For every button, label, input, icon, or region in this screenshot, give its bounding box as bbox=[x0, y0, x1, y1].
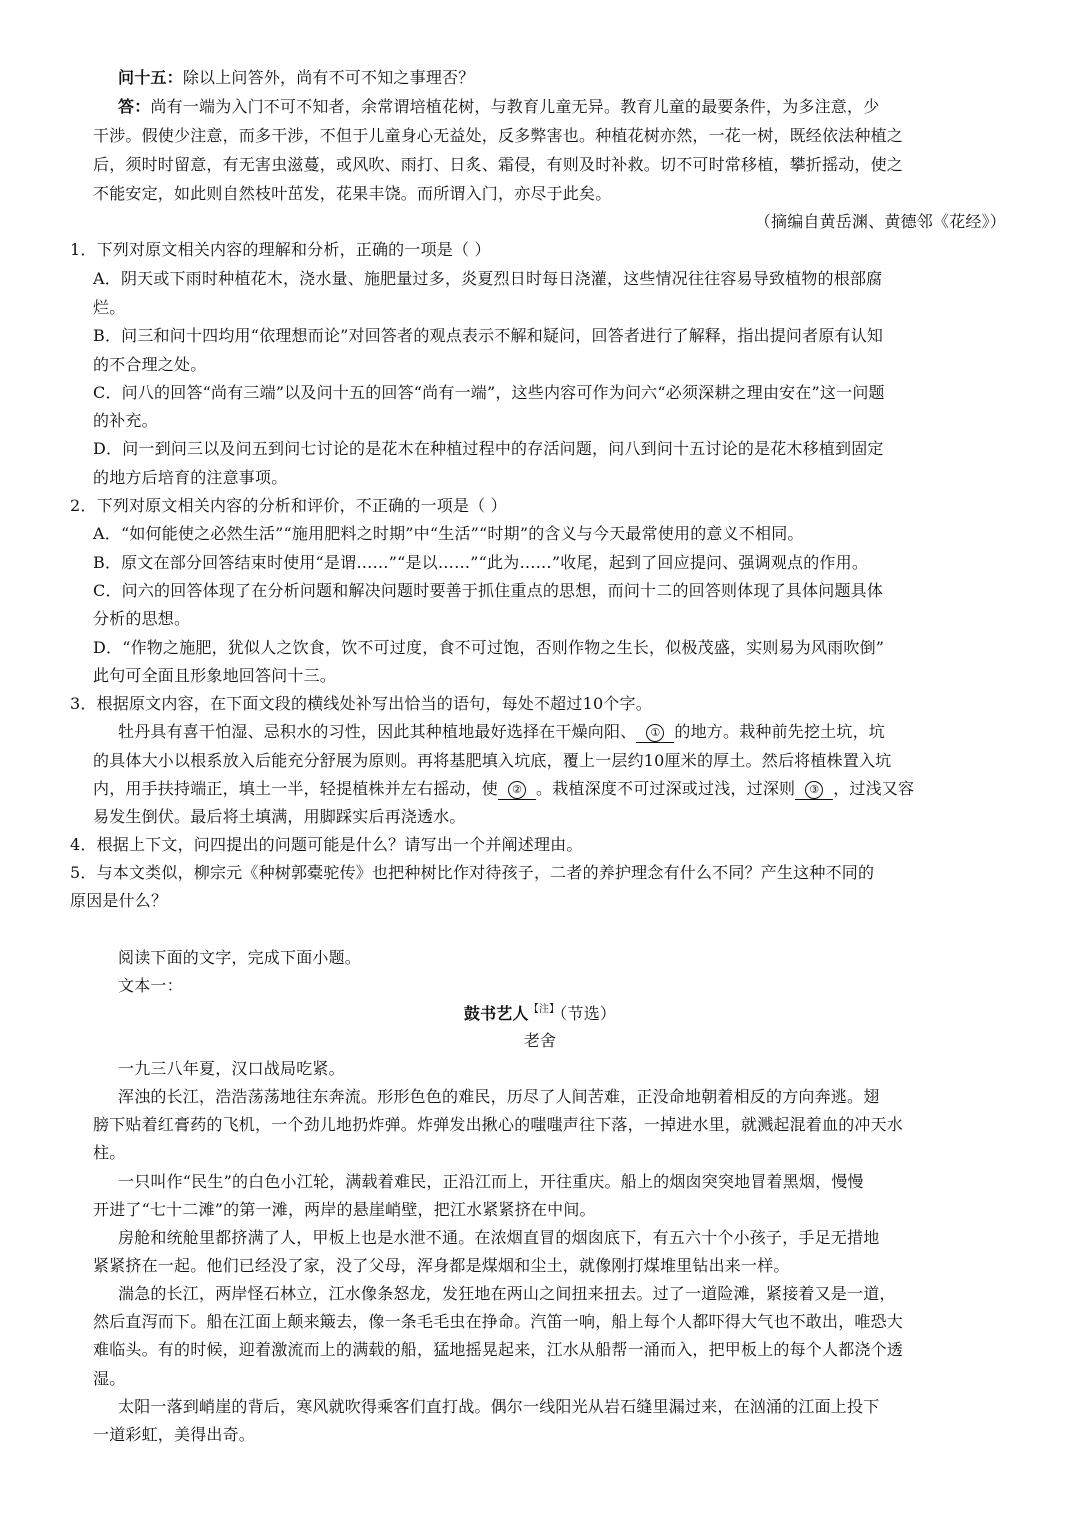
paragraph-1: 一九三八年夏，汉口战局吃紧。 bbox=[118, 1059, 345, 1078]
paragraph-6-line: 一道彩虹，美得出奇。 bbox=[93, 1425, 256, 1444]
paragraph-4-line: 紧紧挤在一起。他们已经没了家，没了父母，浑身都是煤烟和尘土，就像刚打煤堆里钻出来一样。 bbox=[93, 1256, 790, 1275]
q2-option-a: A．“如何能使之必然生活”“施用肥料之时期”中“生活”“时期”的含义与今天最常使用的意义不相同。 bbox=[93, 524, 804, 543]
article-author: 老舍 bbox=[523, 1031, 557, 1050]
q3-text-line-2: 的具体大小以根系放入后能充分舒展为原则。再将基肥填入坑底，覆上一层约10厘米的厚土。然后将植株置入坑 bbox=[93, 751, 892, 770]
q1-option-b-cont: 的不合理之处。 bbox=[93, 355, 207, 374]
passage-source: （摘编自黄岳渊、黄德邻《花经》） bbox=[754, 212, 1006, 231]
blank-3[interactable] bbox=[795, 781, 833, 800]
q15-line bbox=[118, 70, 474, 86]
q1-option-c-cont: 的补充。 bbox=[93, 411, 158, 430]
q3-text: 。栽植深度不可过深或过浅，过深则 bbox=[536, 779, 796, 798]
answer-line-1 bbox=[118, 99, 879, 115]
q4-stem: 4．根据上下文，问四提出的问题可能是什么？请写出一个并阐述理由。 bbox=[70, 835, 583, 854]
q1-option-b: B．问三和问十四均用“依理想而论”对回答者的观点表示不解和疑问，回答者进行了解释，指出提问者原有认知 bbox=[93, 326, 884, 345]
article-title-text: 鼓书艺人 bbox=[463, 1004, 529, 1023]
q1-option-d-cont: 的地方后培育的注意事项。 bbox=[93, 468, 288, 487]
q3-text: 牡丹具有喜干怕湿、忌积水的习性，因此其种植地最好选择在干燥向阳、 bbox=[118, 722, 637, 741]
q3-text-line-4: 易发生倒伏。最后将土填满，用脚踩实后再浇透水。 bbox=[93, 807, 466, 826]
paragraph-4: 房舱和统舱里都挤满了人，甲板上也是水泄不通。在浓烟直冒的烟囱底下，有五六十个小孩子，手足无措地 bbox=[118, 1228, 880, 1247]
q3-text-line-1 bbox=[118, 724, 885, 743]
answer-text: 尚有一端为入门不可不知者，余常谓培植花树，与教育儿童无异。教育儿童的最要条件，为多注意，少 bbox=[150, 97, 880, 116]
paragraph-5-line: 湿。 bbox=[93, 1369, 126, 1388]
paragraph-2-line: 柱。 bbox=[93, 1143, 126, 1162]
q3-text: ，过浅又容 bbox=[833, 779, 915, 798]
answer-label: 答： bbox=[118, 97, 151, 116]
q3-text: 的地方。栽种前先挖土坑，坑 bbox=[674, 722, 886, 741]
blank-2[interactable] bbox=[498, 781, 536, 800]
q3-text: 内，用手扶持端正，填土一半，轻提植株并左右摇动，使 bbox=[93, 779, 499, 798]
article-title-suffix: （节选） bbox=[559, 1004, 617, 1023]
q2-option-d-cont: 此句可全面且形象地回答问十三。 bbox=[93, 666, 337, 685]
paragraph-6: 太阳一落到峭崖的背后，寒风就吹得乘客们直打战。偶尔一线阳光从岩石缝里漏过来，在汹涌的江面上投下 bbox=[118, 1397, 880, 1416]
q1-option-d: D．问一到问三以及问五到问七讨论的是花木在种植过程中的存活问题，问八到问十五讨论的是花木移植到固定 bbox=[93, 439, 884, 458]
q5-stem-cont: 原因是什么？ bbox=[70, 891, 168, 910]
paragraph-5: 湍急的长江，两岸怪石林立，江水像条怒龙，发狂地在两山之间扭来扭去。过了一道险滩，紧接着又是一道， bbox=[118, 1284, 896, 1303]
answer-line-2: 干涉。假使少注意，而多干涉，不但于儿童身心无益处，反多弊害也。种植花树亦然，一花一树，既经依法种植之 bbox=[93, 126, 904, 145]
q2-option-c: C．问六的回答体现了在分析问题和解决问题时要善于抓住重点的思想，而问十二的回答则体现了具体问题具体 bbox=[93, 581, 884, 600]
q1-stem: 1．下列对原文相关内容的理解和分析，正确的一项是（ ） bbox=[70, 240, 491, 259]
paragraph-5-line: 然后直泻而下。船在江面上颠来簸去，像一条毛毛虫在挣命。汽笛一响，船上每个人都吓得大气也不敢出，唯恐大 bbox=[93, 1312, 904, 1331]
article-title bbox=[0, 1005, 1080, 1022]
text-one-label: 文本一： bbox=[118, 976, 183, 995]
q1-option-a-cont: 烂。 bbox=[93, 298, 126, 317]
q1-option-a: A．阴天或下雨时种植花木，浇水量、施肥量过多，炎夏烈日时每日浇灌，这些情况往往容易导致植物的根部腐 bbox=[93, 269, 883, 288]
paragraph-3-line: 开进了“七十二滩”的第一滩，两岸的悬崖峭壁，把江水紧紧挤在中间。 bbox=[93, 1200, 596, 1219]
answer-line-3: 后，须时时留意，有无害虫滋蔓，或风吹、雨打、日炙、霜侵，有则及时补救。切不可时常移植，攀折摇动，使之 bbox=[93, 155, 904, 174]
q3-text-line-3 bbox=[93, 781, 914, 800]
q2-option-d: D．“作物之施肥，犹似人之饮食，饮不可过度，食不可过饱，否则作物之生长，似极茂盛，实则易为风雨吹倒” bbox=[93, 638, 885, 657]
paragraph-3: 一只叫作“民生”的白色小江轮，满载着难民，正沿江而上，开往重庆。船上的烟囱突突地冒着黑烟，慢慢 bbox=[118, 1172, 864, 1191]
q1-option-c: C．问八的回答“尚有三端”以及问十五的回答“尚有一端”，这些内容可作为问六“必须深耕之理由安在”这一问题 bbox=[93, 383, 885, 402]
blank-1-number: ① bbox=[646, 724, 664, 742]
q3-stem: 3．根据原文内容，在下面文段的横线处补写出恰当的语句，每处不超过10个字。 bbox=[70, 694, 652, 713]
q2-option-b: B．原文在部分回答结束时使用“是谓……”“是以……”“此为……”收尾，起到了回应提问、强调观点的作用。 bbox=[93, 553, 869, 572]
paragraph-2: 浑浊的长江，浩浩荡荡地往东奔流。形形色色的难民，历尽了人间苦难，正没命地朝着相反的方向奔逃。翅 bbox=[118, 1087, 880, 1106]
reading-intro: 阅读下面的文字，完成下面小题。 bbox=[118, 948, 362, 967]
q2-option-c-cont: 分析的思想。 bbox=[93, 609, 191, 628]
q5-stem: 5．与本文类似，柳宗元《种树郭橐驼传》也把种树比作对待孩子，二者的养护理念有什么不同？产生这种不同的 bbox=[70, 863, 875, 882]
q15-text: 除以上问答外，尚有不可不知之事理否？ bbox=[182, 68, 475, 87]
blank-1[interactable] bbox=[636, 724, 674, 743]
blank-2-number: ② bbox=[508, 781, 526, 799]
q15-label: 问十五： bbox=[118, 68, 183, 87]
q2-stem: 2．下列对原文相关内容的分析和评价，不正确的一项是（ ） bbox=[70, 496, 507, 515]
paragraph-5-line: 难临头。有的时候，迎着激流而上的满载的船，猛地摇晃起来，江水从船帮一涌而入，把甲板上的每个人都浇个透 bbox=[93, 1340, 904, 1359]
blank-3-number: ③ bbox=[805, 781, 823, 799]
paragraph-2-line: 膀下贴着红膏药的飞机，一个劲儿地扔炸弹。炸弹发出揪心的嗤嗤声往下落，一掉进水里，就溅起混着血的冲天水 bbox=[93, 1115, 904, 1134]
answer-line-4: 不能安定，如此则自然枝叶茁发，花果丰饶。而所谓入门，亦尽于此矣。 bbox=[93, 184, 612, 203]
title-note: 【注】 bbox=[528, 1004, 560, 1015]
